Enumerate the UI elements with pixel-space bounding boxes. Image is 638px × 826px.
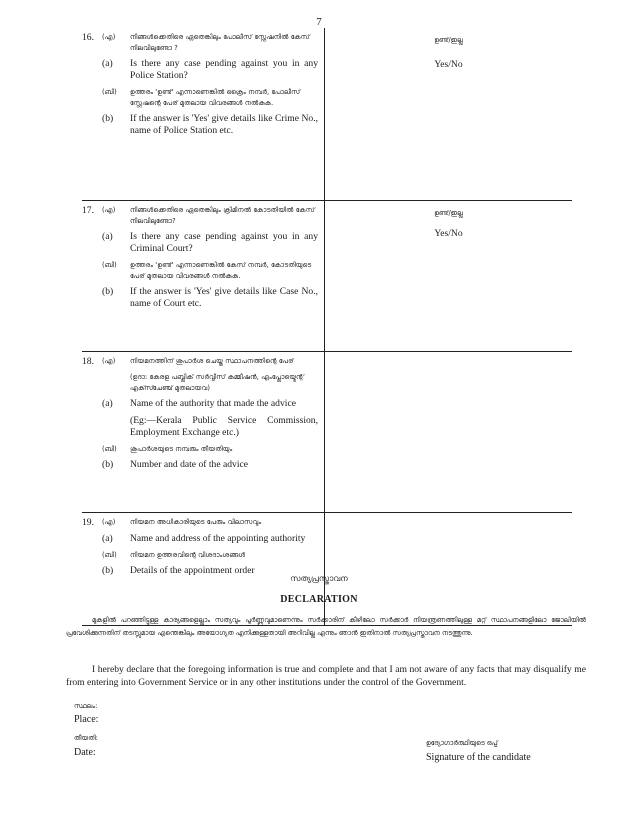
part-text: നിയമന ഉത്തരവിന്റെ വിശദാംശങ്ങൾ	[130, 550, 246, 559]
answer-option: Yes/No	[434, 228, 463, 239]
question-cell	[82, 352, 325, 513]
part-marker: (a)	[102, 398, 113, 410]
question-part	[82, 58, 318, 83]
part-marker: (ബി)	[102, 260, 117, 269]
part-marker: (ബി)	[102, 550, 117, 559]
question-part	[82, 533, 318, 545]
part-text: If the answer is 'Yes' give details like Crime No., name of Police Station etc.	[130, 112, 318, 137]
declaration-body: I hereby declare that the foregoing information is true and complete and that I am not aware of any facts that may disqualify me from entering into Government Service or in any other institutions under the control of the Government.	[66, 664, 586, 688]
question-row	[82, 513, 572, 626]
part-text: If the answer is 'Yes' give details like Case No., name of Court etc.	[130, 285, 318, 310]
question-number: 19.	[82, 517, 94, 528]
questions-table	[82, 28, 572, 626]
question-row	[82, 201, 572, 352]
answer-cell	[325, 201, 573, 352]
part-text: Number and date of the advice	[130, 458, 249, 470]
answer-cell	[325, 513, 573, 626]
question-part	[82, 517, 318, 529]
part-marker: (b)	[102, 458, 114, 470]
part-marker: (ബി)	[102, 87, 117, 96]
part-marker: (a)	[102, 58, 113, 69]
date-label: Date:	[74, 747, 96, 758]
signature-label-malayalam: ഉദ്യോഗാർത്ഥിയുടെ ഒപ്പ്	[426, 739, 498, 747]
part-text: നിങ്ങൾക്കെതിരെ ഏതെങ്കിലും ക്രിമിനൽ കോടതിയിൽ കേസ് നിലവിലുണ്ടോ?	[130, 206, 315, 225]
question-part	[82, 356, 318, 368]
answer-option: Yes/No	[434, 59, 463, 70]
question-row	[82, 28, 572, 201]
place-label-malayalam: സ്ഥലം:	[74, 702, 98, 710]
signature-label: Signature of the candidate	[426, 752, 531, 763]
part-marker: (a)	[102, 533, 113, 545]
part-text: (ഉദാ: കേരള പബ്ലിക് സർവ്വീസ് കമ്മീഷൻ, എംപ്ലോയ്മെന്റ് എക്സ്ചേഞ്ച് മുതലായവ)	[130, 373, 304, 393]
answer-cell	[325, 352, 573, 513]
answer-option-malayalam: ഉണ്ട്/ഇല്ല	[434, 36, 463, 44]
date-label-malayalam: തീയതി:	[74, 734, 98, 742]
part-text: Name and address of the appointing authority	[130, 533, 306, 545]
question-number: 18.	[82, 356, 94, 367]
question-cell	[82, 513, 325, 626]
question-part	[82, 286, 318, 311]
part-text: Details of the appointment order	[130, 564, 255, 576]
part-marker: (b)	[102, 285, 114, 297]
part-marker: (ബി)	[102, 444, 117, 453]
declaration-body-malayalam: മുകളിൽ പറഞ്ഞിട്ടുള്ള കാര്യങ്ങളെല്ലാം സത്യവും പൂർണ്ണവുമാണെന്നും സർക്കാരിന് കീഴിലോ സർക്കാർ നിയന്ത്രണത്തിലുള്ള മറ്റ് സ്ഥാപനങ്ങളിലോ ജോലിയിൽ പ്രവേശിക്കുന്നതിന് തടസ്സമായ എന്തെങ്കിലും അയോഗ്യത എനിക്കുള്ളതായി അറിവില്ല എന്നും ഞാൻ ഇതിനാൽ സത്യപ്രസ്താവന നടത്തുന്നു.	[66, 616, 586, 637]
part-marker: (എ)	[102, 33, 116, 41]
question-number: 16.	[82, 32, 94, 43]
part-text: ഉത്തരം 'ഉണ്ട്' എന്നാണെങ്കിൽ ക്രൈം നമ്പർ, പോലീസ് സ്റ്റേഷന്റെ പേര് മുതലായ വിവരങ്ങൾ നൽകുക.	[130, 87, 301, 107]
place-label: Place:	[74, 714, 99, 725]
question-cell	[82, 28, 325, 201]
question-cell	[82, 201, 325, 352]
part-text: ശുപാർശയുടെ നമ്പരും തീയതിയും	[130, 444, 233, 453]
question-part	[82, 205, 318, 227]
question-part	[82, 372, 318, 394]
question-part	[82, 260, 318, 282]
answer-cell	[325, 28, 573, 201]
part-text: നിയമന അധികാരിയുടെ പേരും വിലാസവും	[130, 518, 262, 526]
part-text: Is there any case pending against you in any Police Station?	[130, 58, 318, 82]
answer-option-malayalam: ഉണ്ട്/ഇല്ല	[434, 209, 463, 217]
part-marker: (എ)	[102, 518, 116, 526]
part-marker: (എ)	[102, 357, 116, 365]
question-number: 17.	[82, 205, 94, 216]
question-part	[82, 32, 318, 54]
question-part	[82, 113, 318, 138]
declaration-title-malayalam: സത്യപ്രസ്താവന	[290, 574, 348, 583]
page-number: 7	[316, 16, 322, 28]
question-part	[82, 444, 318, 455]
question-part	[82, 459, 318, 471]
part-text: Is there any case pending against you in any Criminal Court?	[130, 231, 318, 255]
question-part	[82, 87, 318, 109]
question-part	[82, 550, 318, 561]
part-marker: (a)	[102, 231, 113, 242]
part-text: നിയമനത്തിന് ശുപാർശ ചെയ്ത സ്ഥാപനത്തിന്റെ പേര്	[130, 357, 294, 365]
part-text: Name of the authority that made the advice	[130, 398, 296, 410]
declaration-title: DECLARATION	[280, 594, 358, 605]
question-part	[82, 415, 318, 440]
part-marker: (b)	[102, 564, 114, 576]
part-text: നിങ്ങൾക്കെതിരെ ഏതെങ്കിലും പോലീസ് സ്റ്റേഷനിൽ കേസ് നിലവിലുണ്ടോ ?	[130, 33, 310, 52]
part-marker: (b)	[102, 112, 114, 124]
question-row	[82, 352, 572, 513]
part-marker: (എ)	[102, 206, 116, 214]
question-part	[82, 398, 318, 410]
part-text: (Eg:—Kerala Public Service Commission, Employment Exchange etc.)	[130, 414, 318, 439]
part-text: ഉത്തരം 'ഉണ്ട്' എന്നാണെങ്കിൽ കേസ് നമ്പർ, കോടതിയുടെ പേര് മുതലായ വിവരങ്ങൾ നൽകുക.	[130, 260, 312, 280]
question-part	[82, 231, 318, 256]
